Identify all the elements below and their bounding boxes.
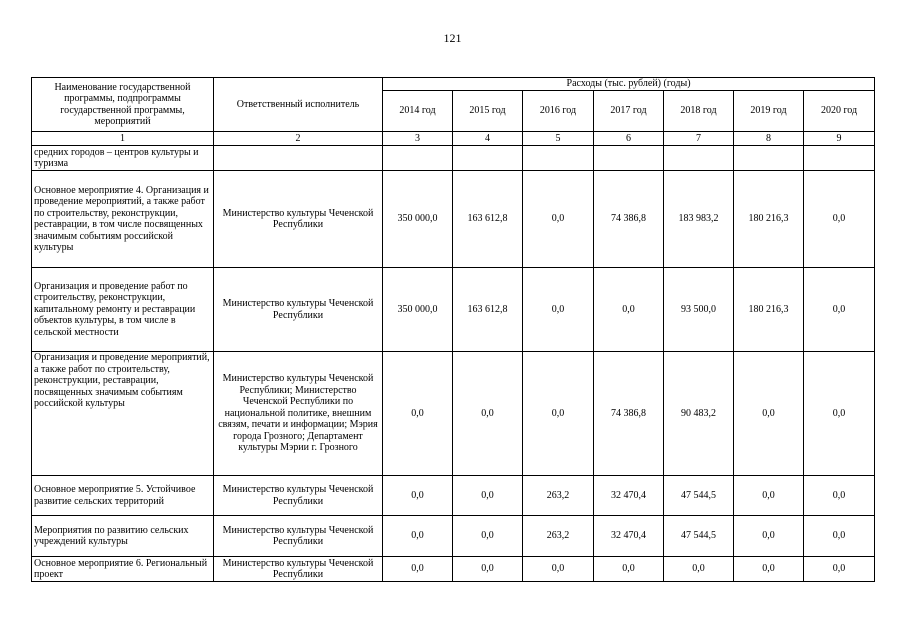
header-name: Наименование государственной программы, подпрограммы государственной программы, мероприятий [32,78,214,132]
value-2014: 350 000,0 [383,268,453,352]
activity-name: Основное мероприятие 5. Устойчивое развитие сельских территорий [32,476,214,516]
value-2020: 0,0 [804,516,875,557]
value-2018: 0,0 [664,557,734,582]
value-2018 [664,146,734,171]
table-row [32,268,875,352]
column-number: 3 [383,132,453,146]
value-2017: 32 470,4 [594,516,664,557]
value-2015: 163 612,8 [453,171,523,268]
column-number: 7 [664,132,734,146]
header-year: 2020 год [804,91,875,132]
header-row-1 [32,78,875,91]
value-2015: 0,0 [453,476,523,516]
header-year: 2014 год [383,91,453,132]
value-2016: 0,0 [523,352,594,476]
value-2016: 0,0 [523,557,594,582]
value-2014: 350 000,0 [383,171,453,268]
activity-name: Организация и проведение мероприятий, а также работ по строительству, реконструкции, реставрации, посвященных значимым событиям российской культуры [32,352,214,476]
value-2015: 0,0 [453,516,523,557]
value-2018: 47 544,5 [664,476,734,516]
value-2017: 32 470,4 [594,476,664,516]
value-2019: 0,0 [734,476,804,516]
value-2014: 0,0 [383,557,453,582]
value-2015: 0,0 [453,352,523,476]
table-row [32,476,875,516]
activity-name: Организация и проведение работ по строительству, реконструкции, капитальному ремонту и реставрации объектов культуры, в том числе в сельской местности [32,268,214,352]
value-2017: 0,0 [594,268,664,352]
column-number: 2 [214,132,383,146]
header-year: 2018 год [664,91,734,132]
column-number: 1 [32,132,214,146]
value-2020: 0,0 [804,171,875,268]
value-2017: 74 386,8 [594,171,664,268]
value-2019: 0,0 [734,557,804,582]
value-2020 [804,146,875,171]
header-year: 2016 год [523,91,594,132]
value-2014 [383,146,453,171]
executor-cell: Министерство культуры Чеченской Республики [214,476,383,516]
value-2020: 0,0 [804,268,875,352]
table-row [32,146,875,171]
value-2019: 180 216,3 [734,268,804,352]
column-number: 9 [804,132,875,146]
executor-cell: Министерство культуры Чеченской Республики [214,268,383,352]
budget-table [31,77,875,582]
value-2016: 263,2 [523,516,594,557]
table-row [32,171,875,268]
value-2016: 0,0 [523,268,594,352]
value-2017 [594,146,664,171]
executor-cell: Министерство культуры Чеченской Республики [214,557,383,582]
activity-name: Основное мероприятие 6. Региональный проект [32,557,214,582]
value-2014: 0,0 [383,516,453,557]
column-number: 4 [453,132,523,146]
value-2017: 0,0 [594,557,664,582]
value-2015: 163 612,8 [453,268,523,352]
value-2019: 0,0 [734,516,804,557]
header-year: 2017 год [594,91,664,132]
value-2020: 0,0 [804,352,875,476]
value-2016: 263,2 [523,476,594,516]
executor-cell: Министерство культуры Чеченской Республики; Министерство Чеченской Республики по национальной политике, внешним связям, печати и информации; Мэрия города Грозного; Департамент культуры Мэрии г. Грозного [214,352,383,476]
header-expenses: Расходы (тыс. рублей) (годы) [383,78,875,91]
value-2019: 180 216,3 [734,171,804,268]
page-number: 121 [443,31,462,45]
value-2018: 183 983,2 [664,171,734,268]
value-2014: 0,0 [383,352,453,476]
table-row [32,352,875,476]
value-2015: 0,0 [453,557,523,582]
column-number: 5 [523,132,594,146]
value-2018: 47 544,5 [664,516,734,557]
executor-cell [214,146,383,171]
value-2020: 0,0 [804,476,875,516]
value-2017: 74 386,8 [594,352,664,476]
value-2018: 93 500,0 [664,268,734,352]
column-number: 6 [594,132,664,146]
header-executor: Ответственный исполнитель [214,78,383,132]
activity-name: Мероприятия по развитию сельских учреждений культуры [32,516,214,557]
executor-cell: Министерство культуры Чеченской Республики [214,171,383,268]
column-number-row [32,132,875,146]
table-row [32,516,875,557]
column-number: 8 [734,132,804,146]
value-2019 [734,146,804,171]
executor-cell: Министерство культуры Чеченской Республики [214,516,383,557]
header-year: 2015 год [453,91,523,132]
header-year: 2019 год [734,91,804,132]
value-2020: 0,0 [804,557,875,582]
value-2019: 0,0 [734,352,804,476]
value-2014: 0,0 [383,476,453,516]
value-2015 [453,146,523,171]
activity-name: Основное мероприятие 4. Организация и проведение мероприятий, а также работ по строительству, реконструкции, реставрации, в том числе посвященных значимым событиям российской культуры [32,171,214,268]
value-2016: 0,0 [523,171,594,268]
value-2018: 90 483,2 [664,352,734,476]
table-row [32,557,875,582]
activity-name: средних городов – центров культуры и туризма [32,146,214,171]
value-2016 [523,146,594,171]
